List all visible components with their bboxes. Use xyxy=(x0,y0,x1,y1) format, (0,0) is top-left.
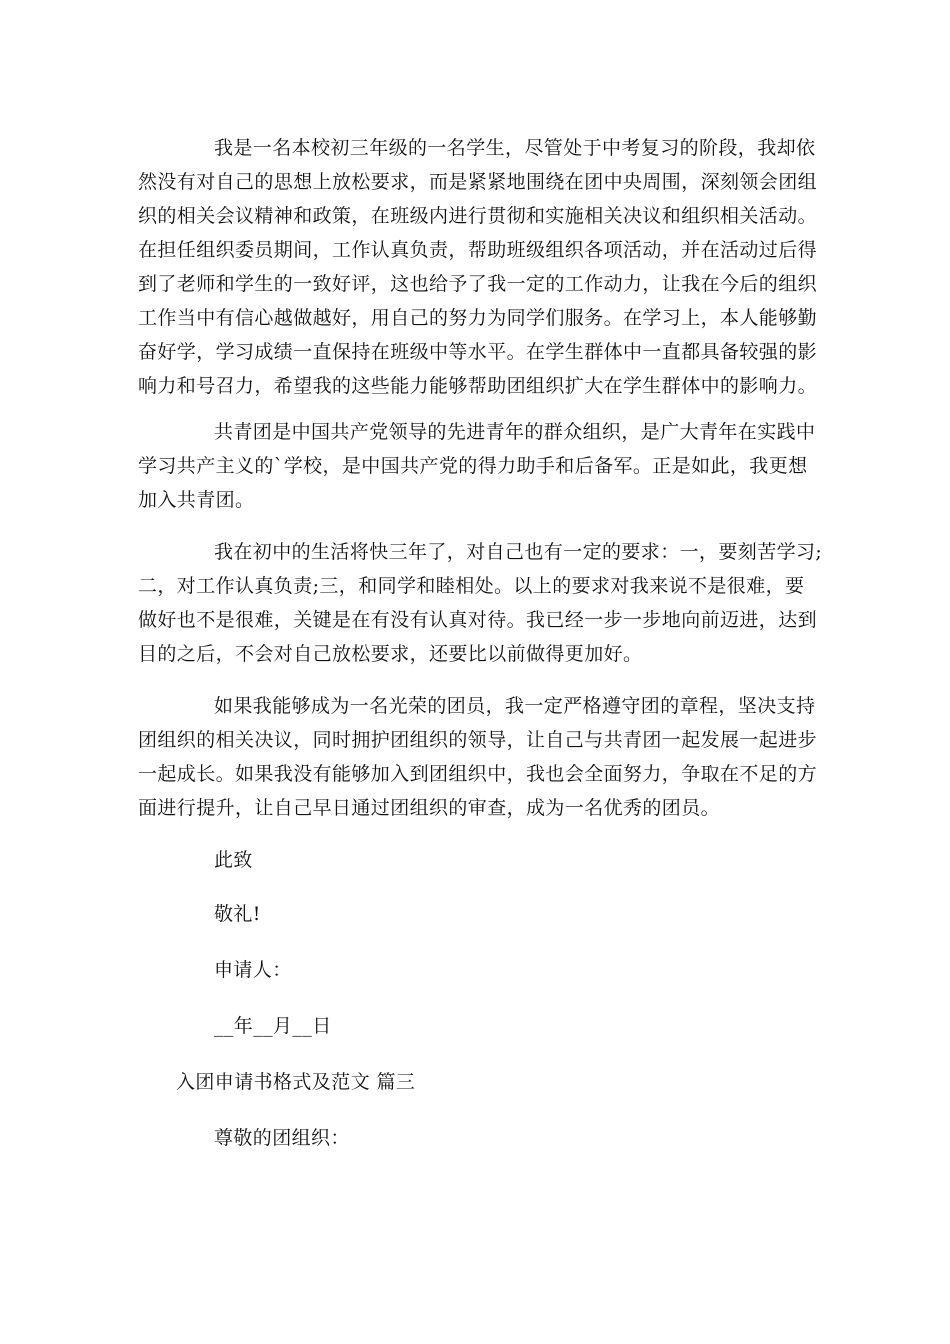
paragraph-line: 然没有对自己的思想上放松要求，而是紧紧地围绕在团中央周围，深刻领会团组 xyxy=(138,171,818,193)
paragraph-line: 在担任组织委员期间，工作认真负责，帮助班级组织各项活动，并在活动过后得 xyxy=(138,239,818,261)
closing-regards: 敬礼! xyxy=(214,903,261,925)
paragraph-line: 目的之后，不会对自己放松要求，还要比以前做得更加好。 xyxy=(138,643,643,665)
paragraph-line: 二，对工作认真负责;三，和同学和睦相处。以上的要求对我来说不是很难，要 xyxy=(138,575,805,597)
paragraph-4 xyxy=(138,689,828,825)
paragraph-1 xyxy=(138,131,828,403)
paragraph-3 xyxy=(138,535,828,671)
paragraph-line: 面进行提升，让自己早日通过团组织的审查，成为一名优秀的团员。 xyxy=(138,797,721,819)
applicant-label: 申请人： xyxy=(214,959,292,981)
paragraph-line: 加入共青团。 xyxy=(138,489,255,511)
paragraph-line: 奋好学，学习成绩一直保持在班级中等水平。在学生群体中一直都具备较强的影 xyxy=(138,341,818,363)
paragraph-line: 团组织的相关决议，同时拥护团组织的领导，让自己与共青团一起发展一起进步 xyxy=(138,729,818,751)
paragraph-line: 响力和号召力，希望我的这些能力能够帮助团组织扩大在学生群体中的影响力。 xyxy=(138,375,818,397)
paragraph-line: 共青团是中国共产党领导的先进青年的群众组织，是广大青年在实践中 xyxy=(214,421,816,443)
closing-salutation: 此致 xyxy=(214,849,253,871)
paragraph-line: 我在初中的生活将快三年了，对自己也有一定的要求：一，要刻苦学习; xyxy=(214,541,823,563)
paragraph-line: 做好也不是很难，关键是在有没有认真对待。我已经一步一步地向前迈进，达到 xyxy=(138,609,818,631)
paragraph-line: 如果我能够成为一名光荣的团员，我一定严格遵守团的章程，坚决支持 xyxy=(214,695,816,717)
paragraph-line: 一起成长。如果我没有能够加入到团组织中，我也会全面努力，争取在不足的方 xyxy=(138,763,818,785)
paragraph-line: 织的相关会议精神和政策，在班级内进行贯彻和实施相关决议和组织相关活动。 xyxy=(138,205,818,227)
paragraph-line: 我是一名本校初三年级的一名学生，尽管处于中考复习的阶段，我却依 xyxy=(214,137,816,159)
section-greeting: 尊敬的团组织： xyxy=(214,1127,350,1149)
paragraph-line: 工作当中有信心越做越好，用自己的努力为同学们服务。在学习上，本人能够勤 xyxy=(138,307,818,329)
section-title: 入团申请书格式及范文 篇三 xyxy=(176,1071,416,1093)
paragraph-line: 学习共产主义的`学校，是中国共产党的得力助手和后备军。正是如此，我更想 xyxy=(138,455,808,477)
paragraph-line: 到了老师和学生的一致好评，这也给予了我一定的工作动力，让我在今后的组织 xyxy=(138,273,818,295)
date-line: __年__月__日 xyxy=(214,1015,332,1037)
paragraph-2 xyxy=(138,415,828,517)
